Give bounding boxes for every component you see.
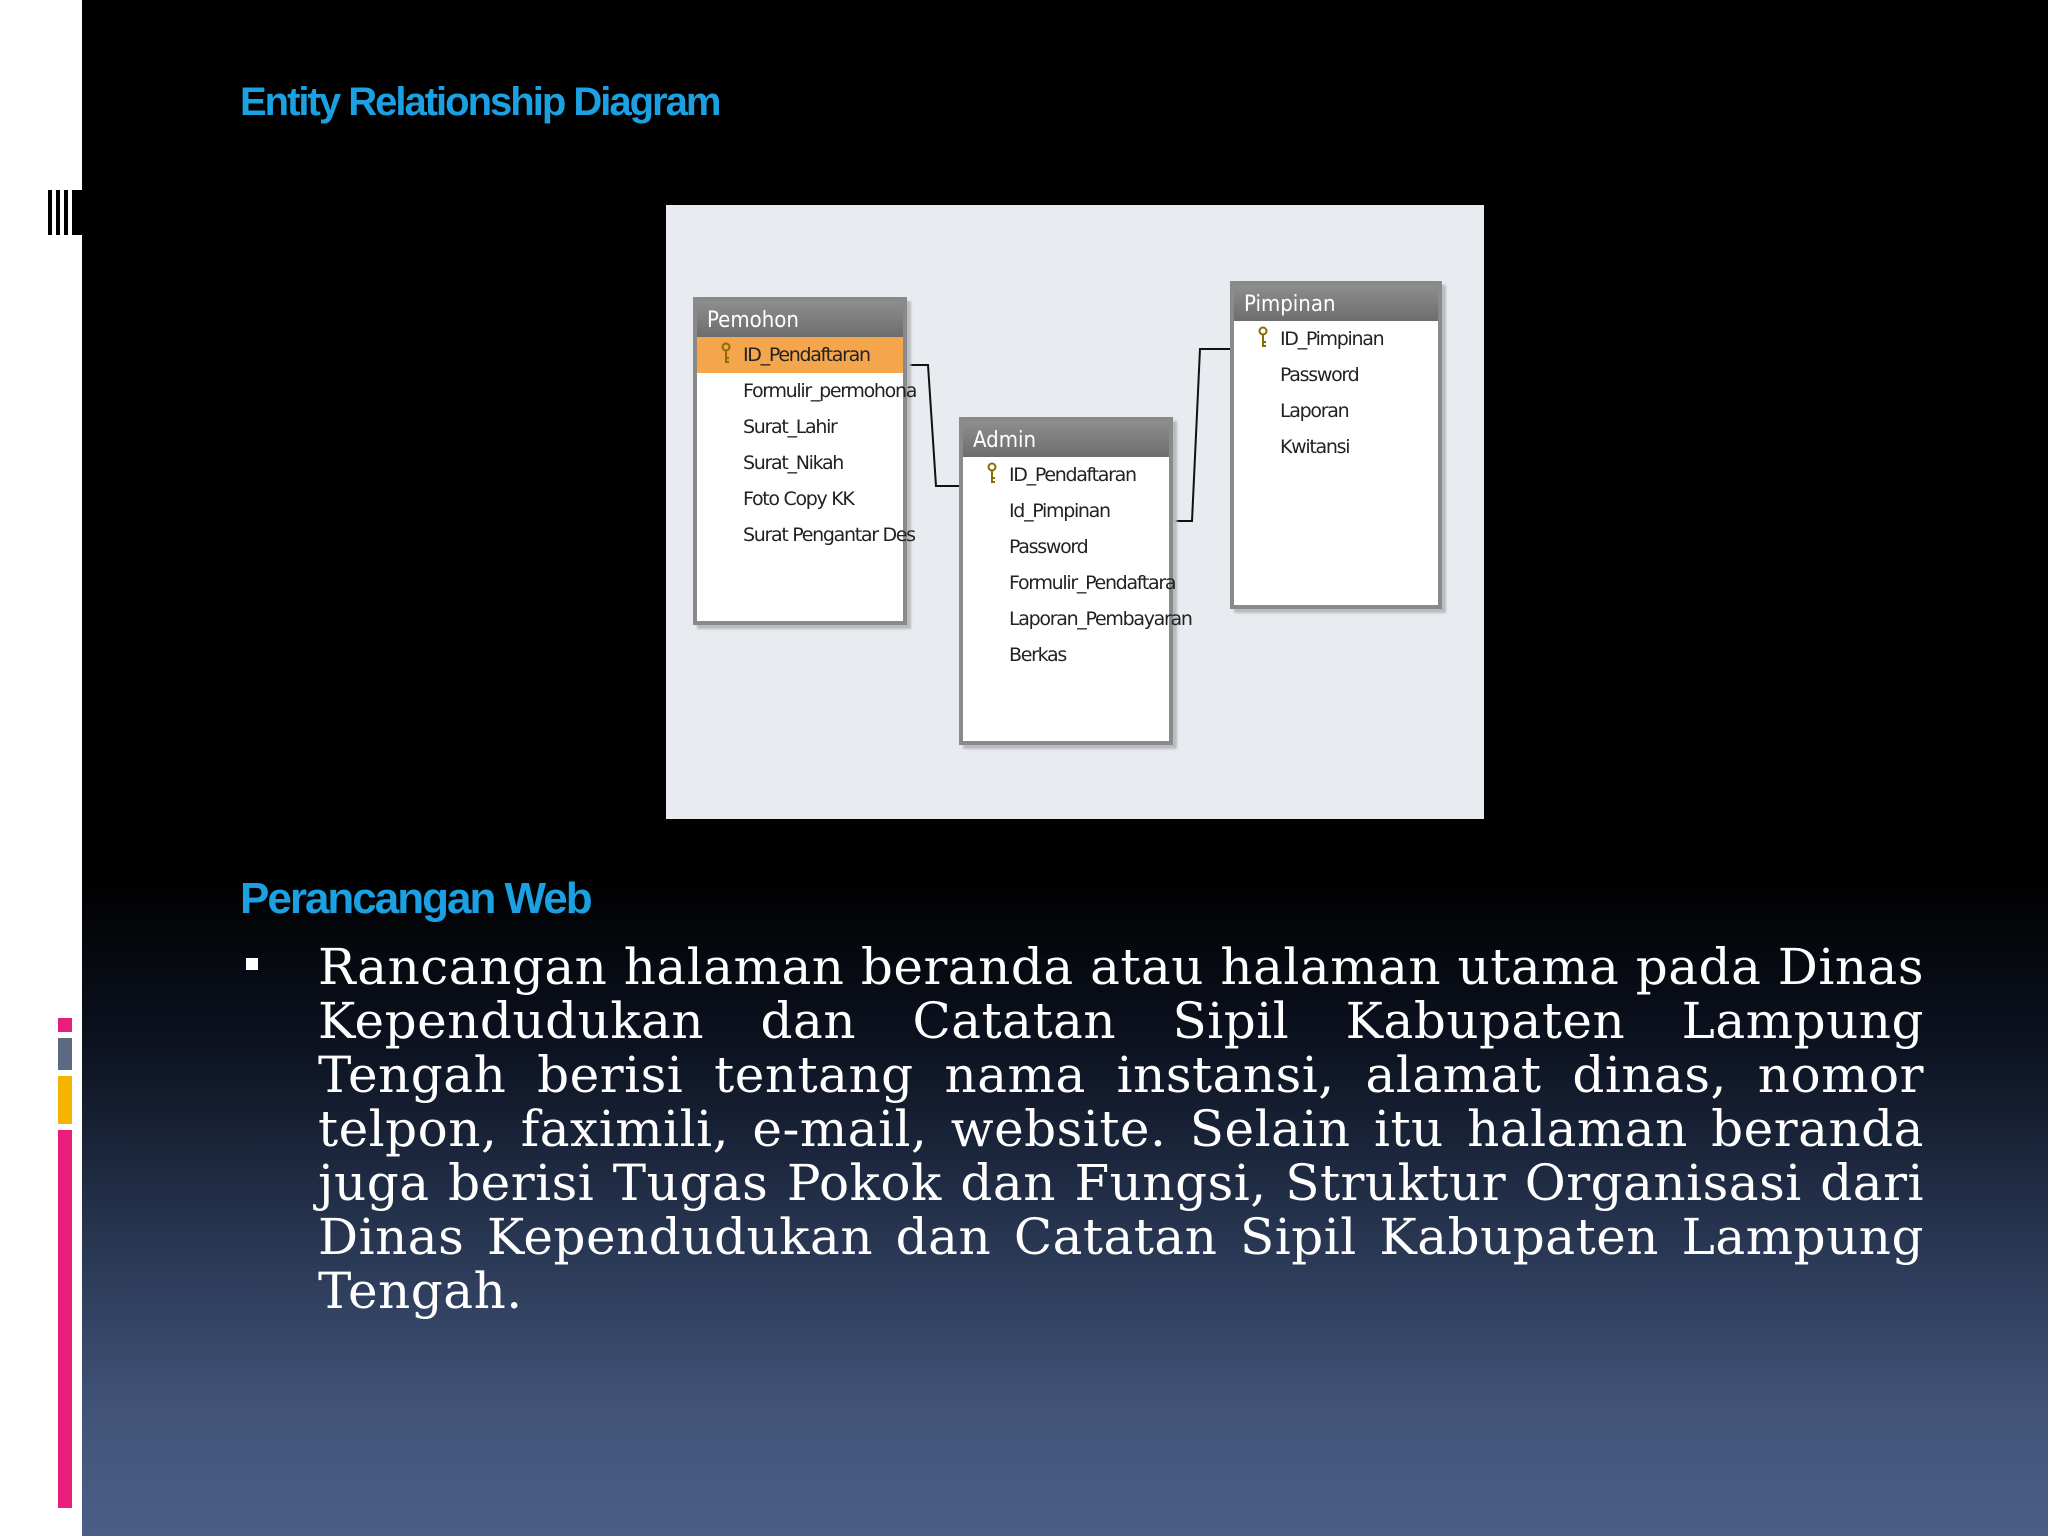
table-field[interactable]	[963, 493, 1169, 529]
slide-title: Entity Relationship Diagram	[240, 80, 720, 124]
table-field[interactable]	[963, 601, 1192, 637]
table-field[interactable]	[697, 445, 903, 481]
table-field[interactable]	[1234, 357, 1438, 393]
table-field[interactable]	[697, 409, 903, 445]
body-paragraph: Rancangan halaman beranda atau halaman utama pada Dinas Kependudukan dan Catatan Sipil Kabupaten Lampung Tengah berisi tentang nama instansi, alamat dinas, nomor telpon, faximili, e-mail, website. Selain itu halaman beranda juga berisi Tugas Pokok dan Fungsi, Struktur Organisasi dari Dinas Kependudukan dan Catatan Sipil Kabupaten Lampung Tengah.	[318, 938, 1925, 1320]
field-name: Surat_Nikah	[743, 452, 844, 474]
field-name: Password	[1009, 536, 1088, 558]
table-name: Pemohon	[697, 301, 903, 337]
key-icon	[721, 342, 731, 366]
table-field[interactable]	[1234, 393, 1438, 429]
section-title: Perancangan Web	[240, 874, 591, 923]
table-admin[interactable]	[959, 417, 1192, 745]
decorative-gray-block	[58, 1038, 72, 1070]
field-name: Id_Pimpinan	[1009, 500, 1110, 522]
decorative-stripes	[48, 190, 82, 235]
table-field[interactable]	[963, 529, 1169, 565]
field-name: Surat_Lahir	[743, 416, 837, 438]
field-name: ID_Pimpinan	[1280, 328, 1384, 350]
field-name: Kwitansi	[1280, 436, 1350, 458]
field-name: Foto Copy KK	[743, 488, 854, 510]
field-name: Password	[1280, 364, 1359, 386]
table-field[interactable]	[697, 517, 915, 553]
field-name: ID_Pendaftaran	[1009, 464, 1136, 486]
key-icon	[1258, 326, 1268, 350]
table-field[interactable]	[697, 373, 917, 409]
relation-admin-pimpinan	[1168, 349, 1233, 521]
field-name: Laporan_Pembayaran	[1009, 608, 1192, 630]
field-name: Surat Pengantar Des	[743, 524, 915, 546]
table-field-primary-key[interactable]	[1234, 321, 1438, 357]
decorative-pink-square	[58, 1018, 72, 1032]
table-pemohon[interactable]	[693, 297, 917, 625]
decorative-pink-bar	[58, 1130, 72, 1508]
table-field[interactable]	[697, 481, 903, 517]
table-field[interactable]	[963, 637, 1169, 673]
field-name: Formulir_permohona	[743, 380, 917, 402]
table-name: Admin	[963, 421, 1169, 457]
table-name: Pimpinan	[1234, 285, 1438, 321]
field-name: Berkas	[1009, 644, 1066, 666]
table-pimpinan[interactable]	[1230, 281, 1442, 609]
field-name: ID_Pendaftaran	[743, 344, 870, 366]
table-field[interactable]	[1234, 429, 1438, 465]
table-field[interactable]	[963, 565, 1176, 601]
key-icon	[987, 462, 997, 486]
bullet-square-icon	[246, 958, 258, 970]
erd-diagram	[666, 205, 1484, 819]
field-name: Laporan	[1280, 400, 1349, 422]
decorative-orange-block	[58, 1076, 72, 1124]
field-name: Formulir_Pendaftara	[1009, 572, 1176, 594]
table-field-primary-key[interactable]	[963, 457, 1169, 493]
table-field-primary-key[interactable]	[697, 337, 903, 373]
